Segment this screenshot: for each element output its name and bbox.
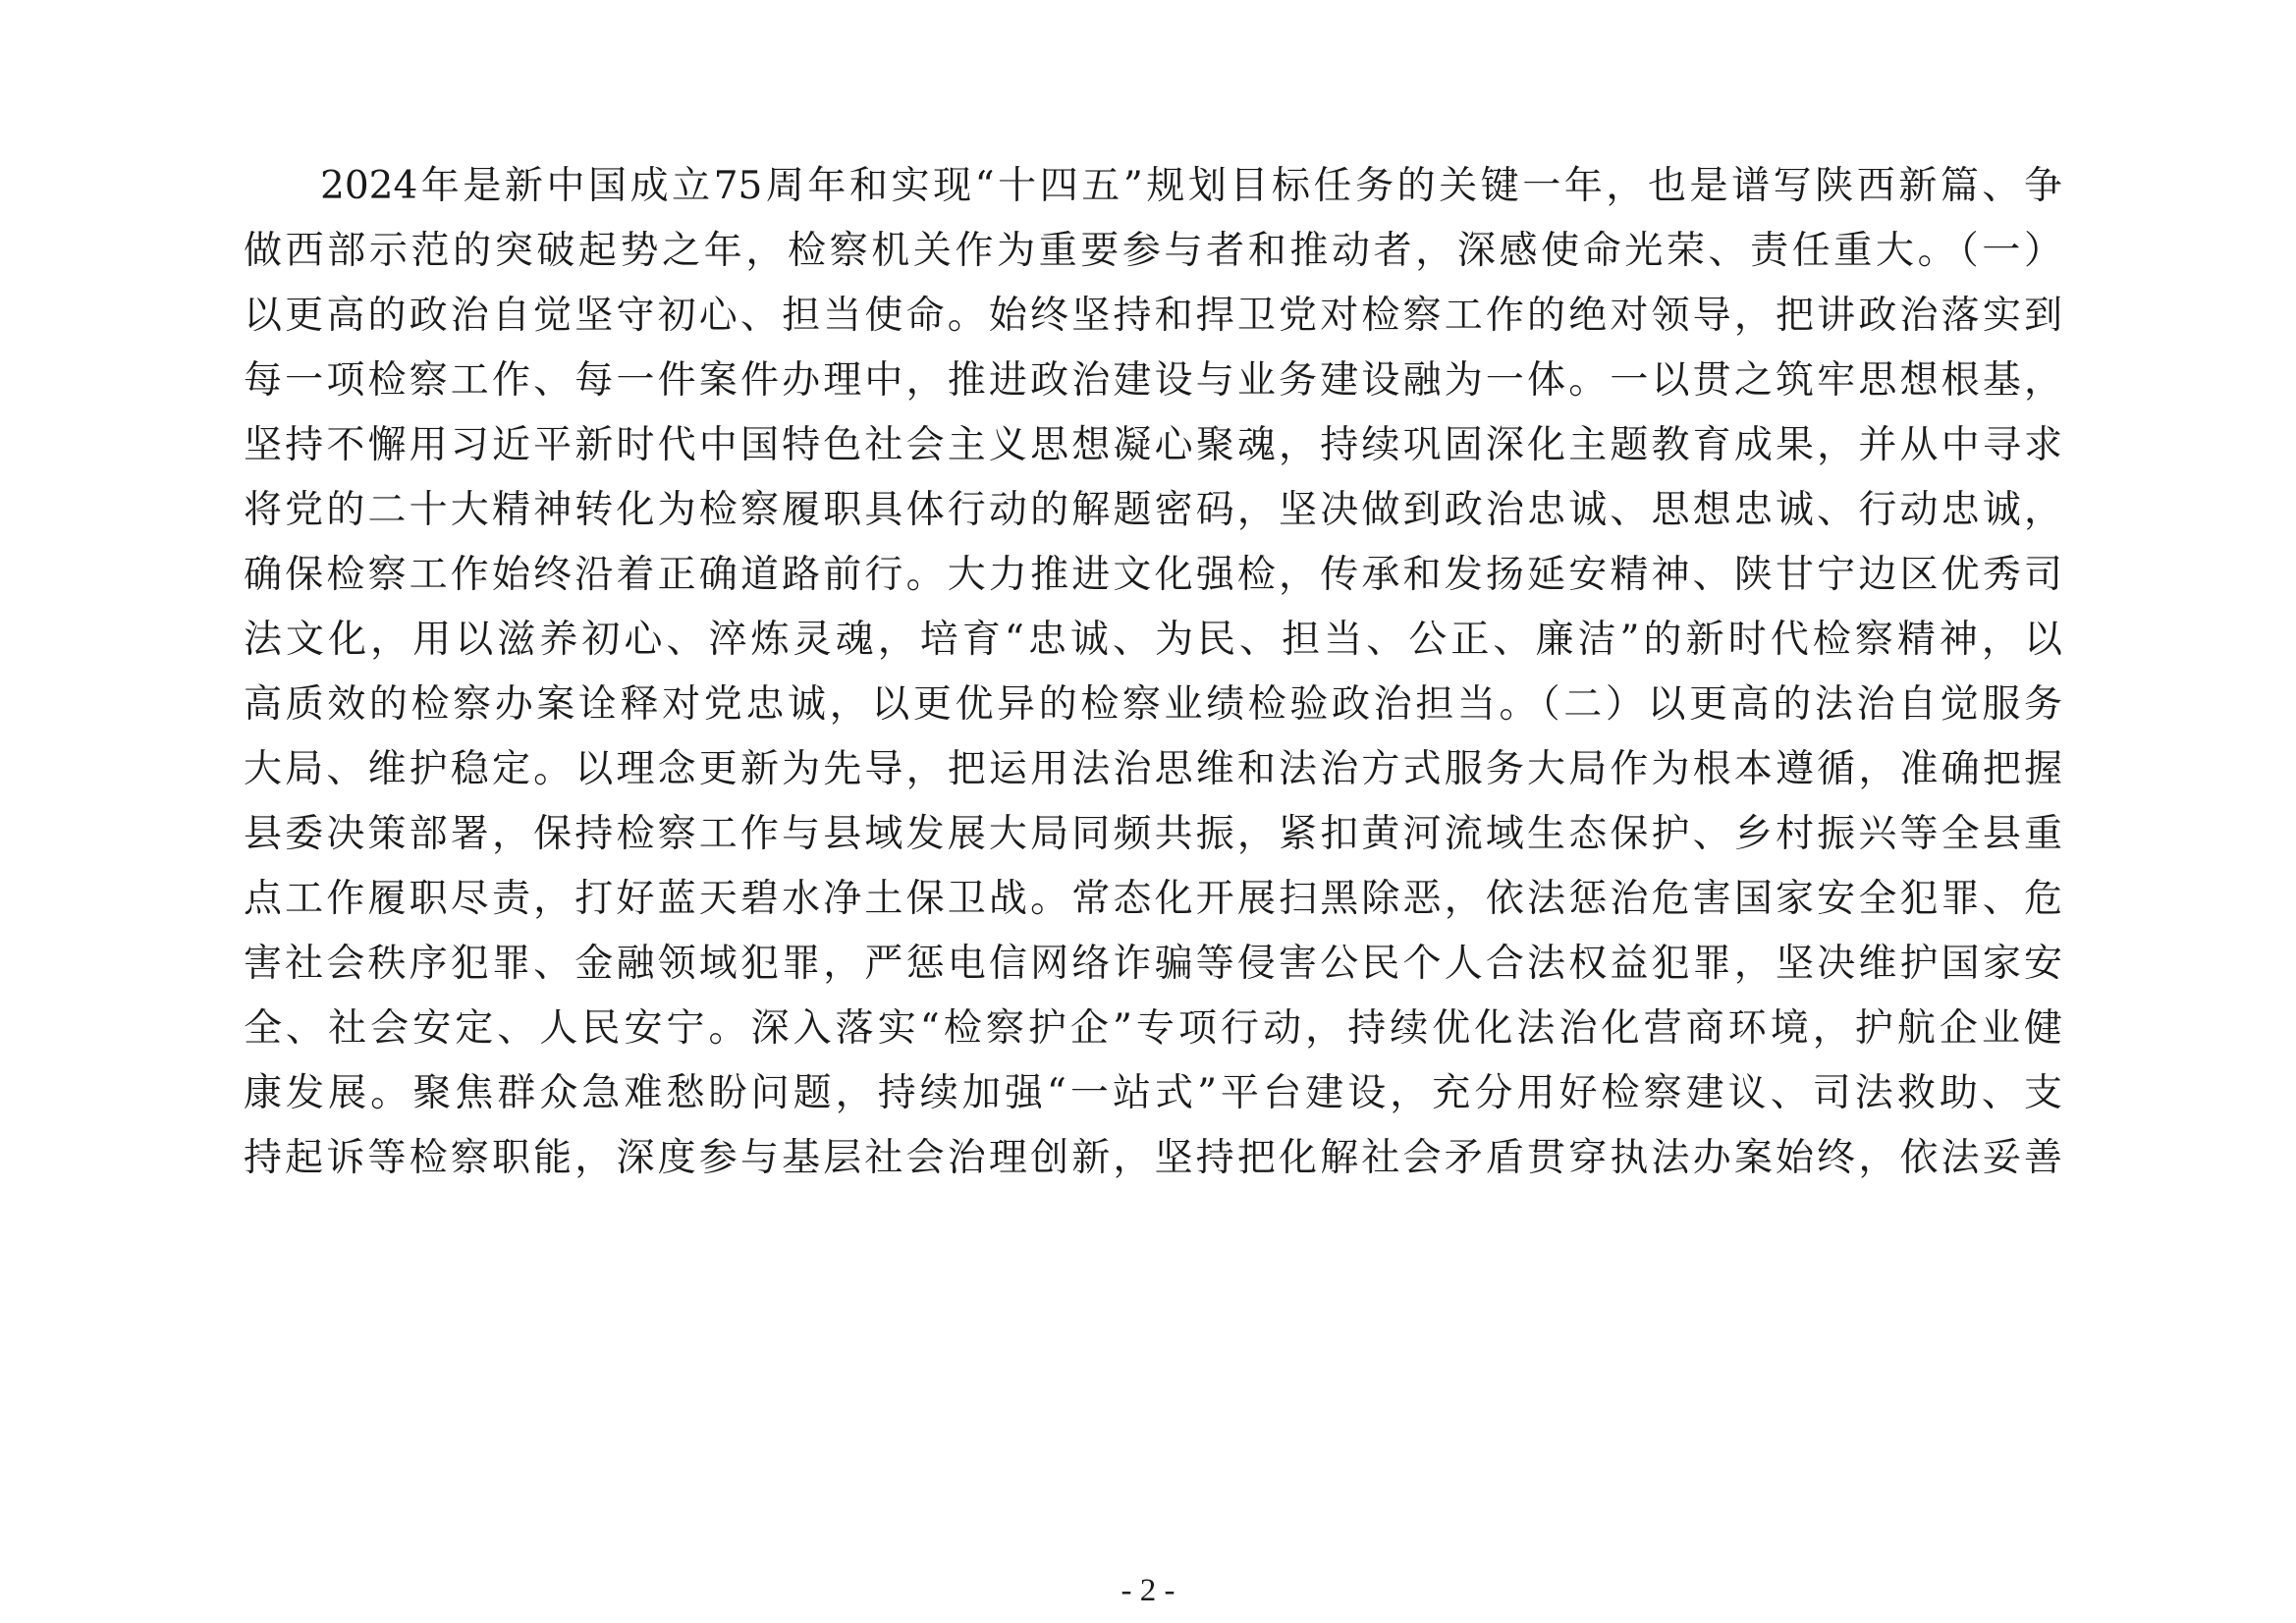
text-line: 康发展。聚焦群众急难愁盼问题，持续加强“一站式”平台建设，充分用好检察建议、司法救助、支 [244,1071,2062,1115]
text-line: 做西部示范的突破起势之年，检察机关作为重要参与者和推动者，深感使命光荣、责任重大。（一） [244,229,2062,273]
text-line: 坚持不懈用习近平新时代中国特色社会主义思想凝心聚魂，持续巩固深化主题教育成果，并从中寻求 [244,423,2062,467]
text-line: 2024年是新中国成立75周年和实现“十四五”规划目标任务的关键一年，也是谱写陕西新篇、争 [320,164,2062,208]
text-line: 以更高的政治自觉坚守初心、担当使命。始终坚持和捍卫党对检察工作的绝对领导，把讲政治落实到 [244,294,2062,338]
text-line: 县委决策部署，保持检察工作与县域发展大局同频共振，紧扣黄河流域生态保护、乡村振兴等全县重 [244,812,2062,856]
text-line: 每一项检察工作、每一件案件办理中，推进政治建设与业务建设融为一体。一以贯之筑牢思想根基， [244,358,2062,403]
text-line: 大局、维护稳定。以理念更新为先导，把运用法治思维和法治方式服务大局作为根本遵循，准确把握 [244,747,2062,791]
text-line: 确保检察工作始终沿着正确道路前行。大力推进文化强检，传承和发扬延安精神、陕甘宁边区优秀司 [244,553,2062,597]
text-line: 法文化，用以滋养初心、淬炼灵魂，培育“忠诚、为民、担当、公正、廉洁”的新时代检察精神，以 [244,618,2062,662]
text-line: 高质效的检察办案诠释对党忠诚，以更优异的检察业绩检验政治担当。（二）以更高的法治自觉服务 [244,682,2062,727]
text-line: 将党的二十大精神转化为检察履职具体行动的解题密码，坚决做到政治忠诚、思想忠诚、行动忠诚， [244,488,2062,532]
text-line: 持起诉等检察职能，深度参与基层社会治理创新，坚持把化解社会矛盾贯穿执法办案始终，依法妥善 [244,1136,2062,1180]
text-line: 点工作履职尽责，打好蓝天碧水净土保卫战。常态化开展扫黑除恶，依法惩治危害国家安全犯罪、危 [244,877,2062,921]
page-number: - 2 - [1121,1573,1175,1608]
text-line: 害社会秩序犯罪、金融领域犯罪，严惩电信网络诈骗等侵害公民个人合法权益犯罪，坚决维护国家安 [244,942,2062,986]
text-line: 全、社会安定、人民安宁。深入落实“检察护企”专项行动，持续优化法治化营商环境，护航企业健 [244,1006,2062,1051]
